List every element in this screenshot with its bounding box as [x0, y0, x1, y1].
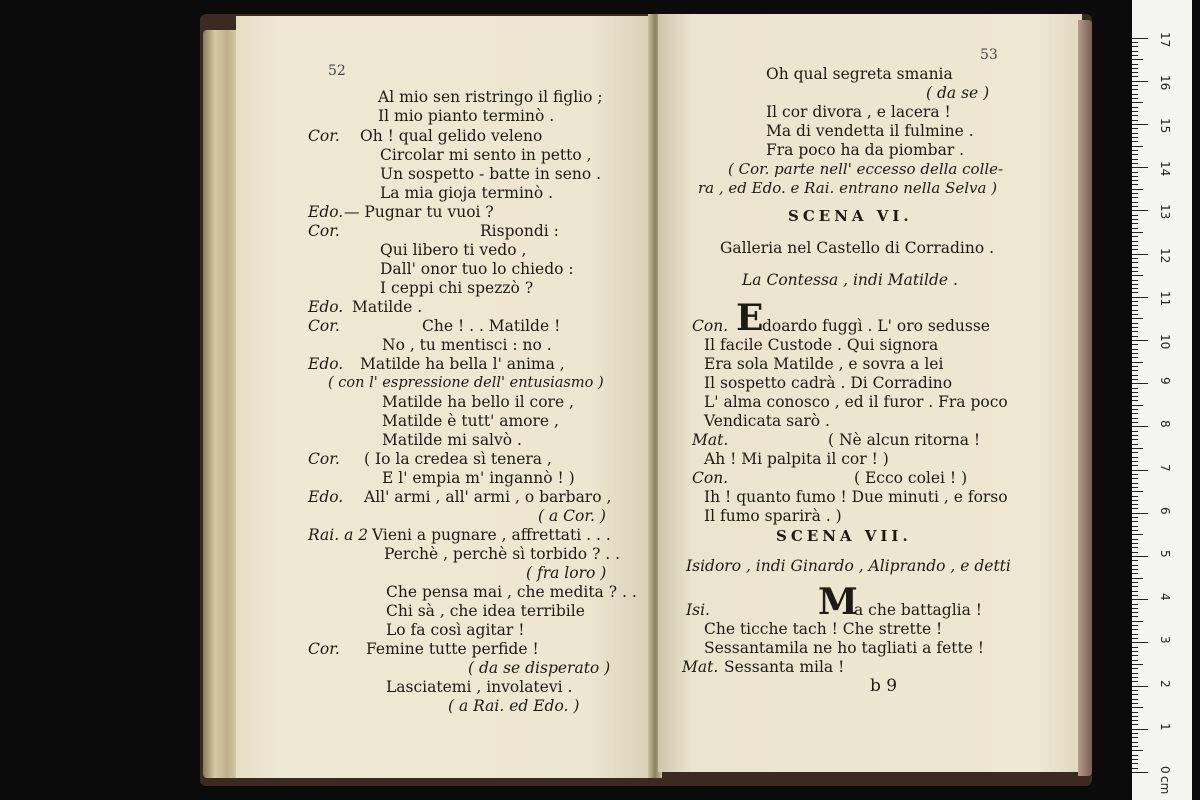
- verse-line: La mia gioja terminò .: [380, 184, 554, 202]
- ruler-tick: [1132, 435, 1138, 436]
- ruler-tick: [1132, 228, 1138, 229]
- ruler-tick: [1132, 409, 1138, 410]
- ruler-tick: [1132, 353, 1138, 354]
- ruler-tick: [1132, 565, 1138, 566]
- signature-mark: b 9: [870, 676, 898, 696]
- scene-characters: La Contessa , indi Matilde .: [742, 271, 958, 289]
- ruler-tick: [1132, 275, 1143, 276]
- verse-line: Ah ! Mi palpita il cor ! ): [704, 450, 889, 468]
- ruler-tick: [1132, 81, 1148, 82]
- ruler-label: 10: [1158, 334, 1172, 350]
- ruler-tick: [1132, 249, 1138, 250]
- stage-direction: ( con l' espressione dell' entusiasmo ): [328, 375, 604, 391]
- ruler-label: 7: [1158, 463, 1172, 472]
- stage-direction: ( a Rai. ed Edo. ): [448, 697, 580, 715]
- ruler-tick: [1132, 496, 1138, 497]
- stage-direction: ( da se ): [926, 84, 990, 102]
- ruler-tick: [1132, 737, 1138, 738]
- ruler-label: 16: [1158, 74, 1172, 91]
- verse-line: L' alma conosco , ed il furor . Fra poco: [704, 393, 1008, 411]
- ruler-label: 11: [1158, 290, 1172, 307]
- ruler-tick: [1132, 716, 1138, 717]
- ruler-tick: [1132, 586, 1138, 587]
- ruler-tick: [1132, 193, 1138, 194]
- ruler-tick: [1132, 362, 1143, 363]
- ruler-label: 2: [1158, 679, 1172, 688]
- ruler-tick: [1132, 327, 1138, 328]
- ruler-tick: [1132, 89, 1138, 90]
- ruler-tick: [1132, 46, 1138, 47]
- ruler-label: 5: [1158, 550, 1172, 558]
- ruler-tick: [1132, 98, 1138, 99]
- ruler-tick: [1132, 163, 1138, 164]
- ruler-tick: [1132, 159, 1138, 160]
- ruler-tick: [1132, 729, 1148, 730]
- ruler-tick: [1132, 487, 1138, 488]
- right-page: [658, 14, 1082, 772]
- ruler-tick: [1132, 396, 1138, 397]
- ruler-tick: [1132, 172, 1138, 173]
- ruler-tick: [1132, 647, 1138, 648]
- verse-line: Dall' onor tuo lo chiedo :: [380, 260, 574, 278]
- verse-line: Chi sà , che idea terribile: [386, 602, 585, 620]
- ruler-tick: [1132, 621, 1143, 622]
- ruler-tick: [1132, 478, 1138, 479]
- verse-line: Rispondi :: [480, 222, 559, 240]
- ruler-tick: [1132, 120, 1138, 121]
- page-number-left: 52: [328, 63, 346, 79]
- ruler-tick: [1132, 552, 1138, 553]
- ruler-tick: [1132, 530, 1138, 531]
- verse-line: Ih ! quanto fumo ! Due minuti , e forso: [704, 488, 1008, 506]
- ruler-tick: [1132, 94, 1138, 95]
- ruler-tick: [1132, 439, 1138, 440]
- ruler-tick: [1132, 686, 1148, 687]
- scene-characters: Isidoro , indi Ginardo , Aliprando , e detti: [686, 557, 1011, 575]
- ruler-tick: [1132, 383, 1148, 384]
- ruler-tick: [1132, 543, 1138, 544]
- ruler-tick: [1132, 176, 1138, 177]
- ruler-tick: [1132, 772, 1148, 773]
- verse-line: Il sospetto cadrà . Di Corradino: [704, 374, 953, 392]
- ruler-tick: [1132, 314, 1138, 315]
- ruler-tick: [1132, 262, 1138, 263]
- ruler-tick: [1132, 271, 1138, 272]
- ruler-label: 17: [1158, 31, 1172, 47]
- ruler-tick: [1132, 426, 1148, 427]
- verse-line: Matilde ha bello il core ,: [382, 393, 574, 411]
- ruler-tick: [1132, 513, 1148, 514]
- ruler-tick: [1132, 465, 1138, 466]
- ruler-tick: [1132, 68, 1138, 69]
- ruler-tick: [1132, 690, 1138, 691]
- ruler-tick: [1132, 768, 1138, 769]
- ruler-tick: [1132, 197, 1138, 198]
- stage-direction: ra , ed Edo. e Rai. entrano nella Selva ): [698, 179, 998, 197]
- ruler-tick: [1132, 232, 1143, 233]
- verse-line: Al mio sen ristringo il figlio ;: [378, 88, 603, 106]
- ruler-tick: [1132, 215, 1138, 216]
- ruler-tick: [1132, 483, 1138, 484]
- verse-line: Vendicata sarò .: [704, 412, 830, 430]
- verse-line: Matilde ha bella l' anima ,: [360, 355, 565, 373]
- ruler-tick: [1132, 746, 1138, 747]
- ruler-tick: [1132, 517, 1138, 518]
- stage-direction: ( a Cor. ): [538, 507, 606, 525]
- verse-line: Circolar mi sento in petto ,: [380, 146, 592, 164]
- ruler-tick: [1132, 474, 1138, 475]
- ruler-tick: [1132, 323, 1138, 324]
- ruler-tick: [1132, 720, 1138, 721]
- ruler-tick: [1132, 660, 1138, 661]
- ruler-tick: [1132, 292, 1138, 293]
- verse-line: a che battaglia !: [854, 601, 983, 619]
- ruler-tick: [1132, 64, 1138, 65]
- ruler-tick: [1132, 107, 1138, 108]
- ruler-tick: [1132, 85, 1138, 86]
- ruler-tick: [1132, 133, 1138, 134]
- ruler-tick: [1132, 539, 1138, 540]
- verse-line: Perchè , perchè sì torbido ? . .: [384, 545, 621, 563]
- speaker-label: Mat.: [682, 658, 719, 676]
- ruler-label: 9: [1158, 377, 1172, 385]
- ruler-label: 1: [1158, 722, 1172, 731]
- ruler-tick: [1132, 668, 1138, 669]
- verse-line: ( Io la credea sì tenera ,: [364, 450, 552, 468]
- verse-line: No , tu mentisci : no .: [382, 336, 552, 354]
- stage-direction: ( da se disperato ): [468, 659, 611, 677]
- speaker-label: Edo.: [308, 355, 344, 373]
- ruler-tick: [1132, 556, 1148, 557]
- ruler-tick: [1132, 366, 1138, 367]
- ruler-tick: [1132, 418, 1138, 419]
- ruler-tick: [1132, 189, 1143, 190]
- ruler-label: 15: [1158, 118, 1172, 134]
- ruler-tick: [1132, 491, 1143, 492]
- verse-line: ( Ecco colei ! ): [854, 469, 968, 487]
- verse-line: — Pugnar tu vuoi ?: [344, 203, 494, 221]
- ruler-tick: [1132, 388, 1138, 389]
- ruler-tick: [1132, 629, 1138, 630]
- ruler-tick: [1132, 431, 1138, 432]
- ruler-tick: [1132, 612, 1138, 613]
- ruler-tick: [1132, 750, 1143, 751]
- ruler-tick: [1132, 357, 1138, 358]
- ruler-tick: [1132, 51, 1138, 52]
- ruler-tick: [1132, 305, 1138, 306]
- ruler-tick: [1132, 72, 1138, 73]
- verse-line: doardo fuggì . L' oro sedusse: [762, 317, 990, 335]
- ruler-tick: [1132, 573, 1138, 574]
- speaker-label: Rai. a 2: [308, 526, 369, 544]
- ruler-tick: [1132, 340, 1148, 341]
- ruler-tick: [1132, 236, 1138, 237]
- ruler-tick: [1132, 375, 1138, 376]
- verse-line: Lo fa così agitar !: [386, 621, 525, 639]
- ruler-tick: [1132, 297, 1148, 298]
- ruler-tick: [1132, 413, 1138, 414]
- measuring-ruler: [1132, 0, 1192, 800]
- ruler-tick: [1132, 595, 1138, 596]
- speaker-label: Cor.: [308, 640, 340, 658]
- ruler-tick: [1132, 280, 1138, 281]
- ruler-tick: [1132, 331, 1138, 332]
- speaker-label: Cor.: [308, 127, 340, 145]
- ruler-tick: [1132, 625, 1138, 626]
- speaker-label: Edo.: [308, 488, 344, 506]
- verse-line: Un sospetto - batte in seno .: [380, 165, 602, 183]
- ruler-label: 12: [1158, 247, 1172, 263]
- ruler-tick: [1132, 457, 1138, 458]
- ruler-tick: [1132, 763, 1138, 764]
- ruler-tick: [1132, 344, 1138, 345]
- ruler-tick: [1132, 664, 1143, 665]
- ruler-tick: [1132, 651, 1138, 652]
- ruler-tick: [1132, 392, 1138, 393]
- ruler-tick: [1132, 400, 1138, 401]
- ruler-label: 14: [1158, 161, 1172, 177]
- speaker-label: Cor.: [308, 450, 340, 468]
- drop-cap: M: [818, 581, 858, 623]
- ruler-tick: [1132, 202, 1138, 203]
- stage-direction: ( fra loro ): [526, 564, 607, 582]
- ruler-tick: [1132, 534, 1143, 535]
- ruler-tick: [1132, 284, 1138, 285]
- verse-line: Che ticche tach ! Che strette !: [704, 620, 943, 638]
- ruler-tick: [1132, 448, 1143, 449]
- ruler-tick: [1132, 310, 1138, 311]
- ruler-tick: [1132, 634, 1138, 635]
- ruler-tick: [1132, 582, 1138, 583]
- ruler-tick: [1132, 759, 1138, 760]
- speaker-label: Edo.: [308, 203, 344, 221]
- ruler-tick: [1132, 733, 1138, 734]
- ruler-tick: [1132, 642, 1148, 643]
- ruler-tick: [1132, 526, 1138, 527]
- ruler-tick: [1132, 349, 1138, 350]
- ruler-tick: [1132, 500, 1138, 501]
- ruler-unit: cm: [1158, 776, 1172, 795]
- ruler-tick: [1132, 241, 1138, 242]
- ruler-tick: [1132, 318, 1143, 319]
- ruler-tick: [1132, 146, 1143, 147]
- ruler-tick: [1132, 712, 1138, 713]
- ruler-label: 13: [1158, 204, 1172, 220]
- ruler-tick: [1132, 707, 1143, 708]
- ruler-tick: [1132, 267, 1138, 268]
- ruler-tick: [1132, 55, 1138, 56]
- ruler-tick: [1132, 444, 1138, 445]
- verse-line: Che pensa mai , che medita ? . .: [386, 583, 637, 601]
- ruler-tick: [1132, 694, 1138, 695]
- stage-direction: ( Cor. parte nell' eccesso della colle-: [728, 160, 1004, 178]
- ruler-tick: [1132, 422, 1138, 423]
- ruler-tick: [1132, 184, 1138, 185]
- verse-line: Sessantamila ne ho tagliati a fette !: [704, 639, 985, 657]
- ruler-tick: [1132, 258, 1138, 259]
- verse-line: Era sola Matilde , e sovra a lei: [704, 355, 944, 373]
- ruler-tick: [1132, 245, 1138, 246]
- scene-setting: Galleria nel Castello di Corradino .: [720, 239, 995, 257]
- verse-line: Il mio pianto terminò .: [378, 107, 555, 125]
- ruler-tick: [1132, 210, 1148, 211]
- ruler-tick: [1132, 141, 1138, 142]
- verse-line: I ceppi chi spezzò ?: [380, 279, 534, 297]
- ruler-tick: [1132, 254, 1148, 255]
- speaker-label: Edo.: [308, 298, 344, 316]
- ruler-tick: [1132, 742, 1138, 743]
- ruler-tick: [1132, 755, 1138, 756]
- ruler-tick: [1132, 452, 1138, 453]
- ruler-tick: [1132, 102, 1143, 103]
- verse-line: Oh ! qual gelido veleno: [360, 127, 543, 145]
- ruler-tick: [1132, 405, 1143, 406]
- speaker-label: Mat.: [692, 431, 729, 449]
- verse-line: Matilde .: [352, 298, 423, 316]
- ruler-label: 3: [1158, 636, 1172, 645]
- scene-heading: SCENA VI.: [788, 207, 913, 225]
- ruler-label: 4: [1158, 593, 1172, 601]
- ruler-tick: [1132, 76, 1138, 77]
- scene-heading: SCENA VII.: [776, 527, 912, 545]
- ruler-tick: [1132, 578, 1143, 579]
- ruler-tick: [1132, 599, 1148, 600]
- ruler-tick: [1132, 677, 1138, 678]
- verse-line: Sessanta mila !: [724, 658, 845, 676]
- ruler-tick: [1132, 616, 1138, 617]
- ruler-tick: [1132, 370, 1138, 371]
- ruler-tick: [1132, 608, 1138, 609]
- ruler-tick: [1132, 167, 1148, 168]
- page-number-right: 53: [980, 47, 998, 63]
- ruler-tick: [1132, 137, 1138, 138]
- ruler-tick: [1132, 111, 1138, 112]
- verse-line: Ma di vendetta il fulmine .: [766, 122, 974, 140]
- ruler-tick: [1132, 470, 1148, 471]
- ruler-tick: [1132, 604, 1138, 605]
- ruler-tick: [1132, 569, 1138, 570]
- ruler-tick: [1132, 180, 1138, 181]
- ruler-tick: [1132, 128, 1138, 129]
- verse-line: All' armi , all' armi , o barbaro ,: [364, 488, 612, 506]
- speaker-label: Cor.: [308, 222, 340, 240]
- verse-line: E l' empia m' ingannò ! ): [382, 469, 575, 487]
- verse-line: Che ! . . Matilde !: [422, 317, 561, 335]
- ruler-tick: [1132, 38, 1148, 39]
- ruler-tick: [1132, 547, 1138, 548]
- ruler-tick: [1132, 42, 1138, 43]
- ruler-tick: [1132, 699, 1138, 700]
- verse-line: Matilde mi salvò .: [382, 431, 522, 449]
- ruler-tick: [1132, 724, 1138, 725]
- ruler-tick: [1132, 223, 1138, 224]
- verse-line: Qui libero ti vedo ,: [380, 241, 527, 259]
- ruler-tick: [1132, 336, 1138, 337]
- ruler-tick: [1132, 206, 1138, 207]
- ruler-tick: [1132, 379, 1138, 380]
- ruler-label: 0: [1158, 766, 1172, 774]
- speaker-label: Con.: [692, 317, 729, 335]
- verse-line: Oh qual segreta smania: [766, 65, 953, 83]
- left-page: [236, 16, 652, 778]
- ruler-tick: [1132, 703, 1138, 704]
- ruler-tick: [1132, 461, 1138, 462]
- ruler-tick: [1132, 288, 1138, 289]
- ruler-tick: [1132, 504, 1138, 505]
- verse-line: Femine tutte perfide !: [366, 640, 539, 658]
- ruler-tick: [1132, 301, 1138, 302]
- drop-cap: E: [736, 297, 764, 339]
- verse-line: Lasciatemi , involatevi .: [386, 678, 573, 696]
- verse-line: Matilde è tutt' amore ,: [382, 412, 559, 430]
- verse-line: ( Nè alcun ritorna !: [828, 431, 981, 449]
- verse-line: Vieni a pugnare , affrettati . . .: [372, 526, 611, 544]
- ruler-tick: [1132, 681, 1138, 682]
- ruler-tick: [1132, 638, 1138, 639]
- verse-line: Fra poco ha da piombar .: [766, 141, 965, 159]
- verse-line: Il cor divora , e lacera !: [766, 103, 951, 121]
- ruler-tick: [1132, 673, 1138, 674]
- ruler-tick: [1132, 219, 1138, 220]
- ruler-tick: [1132, 560, 1138, 561]
- speaker-label: Con.: [692, 469, 729, 487]
- ruler-tick: [1132, 591, 1138, 592]
- ruler-tick: [1132, 154, 1138, 155]
- verse-line: Il fumo sparirà . ): [704, 507, 842, 525]
- ruler-tick: [1132, 655, 1138, 656]
- speaker-label: Cor.: [308, 317, 340, 335]
- ruler-tick: [1132, 150, 1138, 151]
- ruler-tick: [1132, 508, 1138, 509]
- ruler-tick: [1132, 124, 1148, 125]
- ruler-tick: [1132, 115, 1138, 116]
- ruler-tick: [1132, 521, 1138, 522]
- verse-line: Il facile Custode . Qui signora: [704, 336, 939, 354]
- ruler-label: 8: [1158, 420, 1172, 429]
- ruler-label: 6: [1158, 506, 1172, 515]
- speaker-label: Isi.: [686, 601, 710, 619]
- ruler-tick: [1132, 59, 1143, 60]
- cover-edge: [1078, 20, 1092, 776]
